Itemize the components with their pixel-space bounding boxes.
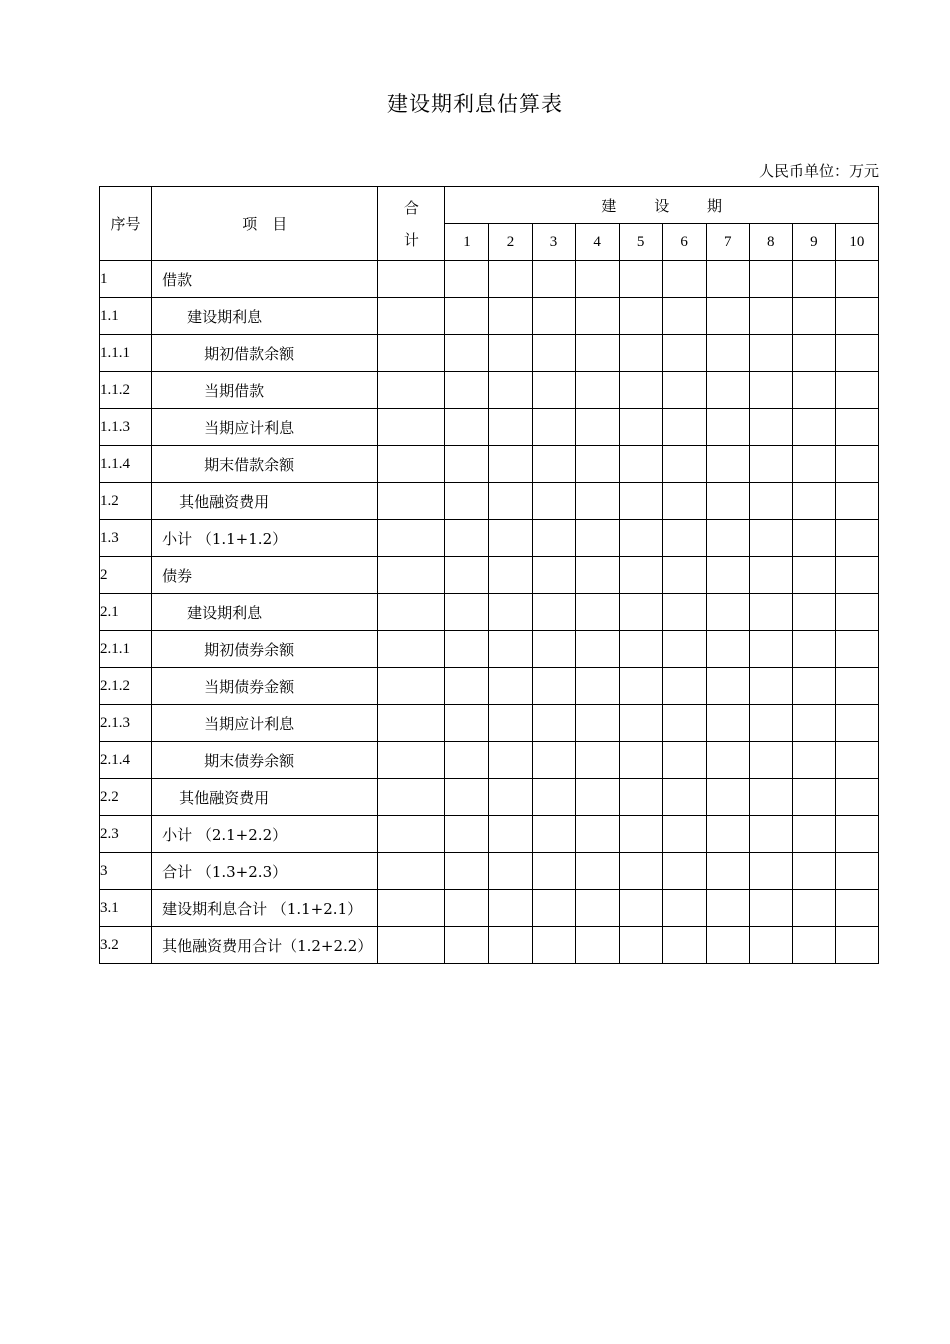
period-value-cell[interactable] bbox=[532, 483, 575, 520]
row-item: 期初借款余额 bbox=[152, 335, 378, 372]
period-value-cell[interactable] bbox=[662, 668, 706, 705]
period-value-cell[interactable] bbox=[445, 668, 489, 705]
period-value-cell[interactable] bbox=[489, 594, 532, 631]
period-value-cell[interactable] bbox=[532, 927, 575, 964]
period-value-cell[interactable] bbox=[706, 890, 749, 927]
period-value-cell[interactable] bbox=[749, 779, 792, 816]
period-value-cell[interactable] bbox=[835, 668, 878, 705]
row-item: 期初债券余额 bbox=[152, 631, 378, 668]
period-value-cell[interactable] bbox=[749, 594, 792, 631]
period-value-cell[interactable] bbox=[619, 298, 662, 335]
row-item: 期末债券余额 bbox=[152, 742, 378, 779]
row-total-cell[interactable] bbox=[378, 372, 445, 409]
period-value-cell[interactable] bbox=[749, 705, 792, 742]
period-value-cell[interactable] bbox=[835, 631, 878, 668]
period-value-cell[interactable] bbox=[445, 594, 489, 631]
row-item: 小计 （1.1+1.2） bbox=[152, 520, 378, 557]
period-value-cell[interactable] bbox=[445, 779, 489, 816]
period-value-cell[interactable] bbox=[662, 742, 706, 779]
period-value-cell[interactable] bbox=[662, 853, 706, 890]
period-value-cell[interactable] bbox=[835, 372, 878, 409]
period-value-cell[interactable] bbox=[835, 446, 878, 483]
period-value-cell[interactable] bbox=[445, 927, 489, 964]
table-row bbox=[100, 372, 879, 409]
period-value-cell[interactable] bbox=[706, 668, 749, 705]
period-value-cell[interactable] bbox=[835, 557, 878, 594]
period-value-cell[interactable] bbox=[575, 557, 619, 594]
period-value-cell[interactable] bbox=[792, 742, 835, 779]
row-total-cell[interactable] bbox=[378, 557, 445, 594]
period-value-cell[interactable] bbox=[532, 520, 575, 557]
period-value-cell[interactable] bbox=[445, 298, 489, 335]
period-value-cell[interactable] bbox=[835, 261, 878, 298]
period-value-cell[interactable] bbox=[749, 853, 792, 890]
period-value-cell[interactable] bbox=[575, 816, 619, 853]
period-value-cell[interactable] bbox=[749, 446, 792, 483]
period-value-cell[interactable] bbox=[445, 261, 489, 298]
row-item: 其他融资费用 bbox=[152, 483, 378, 520]
period-value-cell[interactable] bbox=[706, 742, 749, 779]
period-value-cell[interactable] bbox=[445, 372, 489, 409]
period-column-header: 2 bbox=[489, 224, 532, 261]
period-value-cell[interactable] bbox=[489, 446, 532, 483]
page-title: 建设期利息估算表 bbox=[387, 92, 563, 116]
period-value-cell[interactable] bbox=[619, 446, 662, 483]
row-seq: 2.1.2 bbox=[100, 668, 152, 705]
period-value-cell[interactable] bbox=[489, 853, 532, 890]
period-value-cell[interactable] bbox=[749, 372, 792, 409]
table-row bbox=[100, 483, 879, 520]
period-value-cell[interactable] bbox=[835, 335, 878, 372]
period-value-cell[interactable] bbox=[792, 594, 835, 631]
row-seq: 1 bbox=[100, 261, 152, 298]
period-value-cell[interactable] bbox=[706, 927, 749, 964]
period-column-header: 1 bbox=[445, 224, 489, 261]
period-value-cell[interactable] bbox=[489, 816, 532, 853]
period-value-cell[interactable] bbox=[532, 594, 575, 631]
period-value-cell[interactable] bbox=[619, 853, 662, 890]
period-value-cell[interactable] bbox=[619, 483, 662, 520]
period-value-cell[interactable] bbox=[489, 890, 532, 927]
period-column-header: 6 bbox=[662, 224, 706, 261]
period-value-cell[interactable] bbox=[445, 446, 489, 483]
period-value-cell[interactable] bbox=[835, 520, 878, 557]
construction-period-header bbox=[445, 187, 879, 224]
row-seq: 2.1 bbox=[100, 594, 152, 631]
row-total-cell[interactable] bbox=[378, 668, 445, 705]
table-row bbox=[100, 446, 879, 483]
period-value-cell[interactable] bbox=[489, 631, 532, 668]
period-value-cell[interactable] bbox=[532, 409, 575, 446]
period-value-cell[interactable] bbox=[489, 557, 532, 594]
period-value-cell[interactable] bbox=[532, 631, 575, 668]
row-item: 合计 （1.3+2.3） bbox=[152, 853, 378, 890]
period-value-cell[interactable] bbox=[619, 890, 662, 927]
period-value-cell[interactable] bbox=[662, 557, 706, 594]
period-value-cell[interactable] bbox=[619, 816, 662, 853]
row-total-cell[interactable] bbox=[378, 631, 445, 668]
row-item: 当期应计利息 bbox=[152, 705, 378, 742]
period-value-cell[interactable] bbox=[662, 446, 706, 483]
currency-unit-label: 人民币单位：万元 bbox=[758, 162, 879, 180]
period-value-cell[interactable] bbox=[835, 742, 878, 779]
period-value-cell[interactable] bbox=[835, 779, 878, 816]
period-value-cell[interactable] bbox=[749, 483, 792, 520]
period-value-cell[interactable] bbox=[706, 779, 749, 816]
period-value-cell[interactable] bbox=[575, 446, 619, 483]
period-value-cell[interactable] bbox=[706, 409, 749, 446]
period-value-cell[interactable] bbox=[792, 890, 835, 927]
period-value-cell[interactable] bbox=[532, 705, 575, 742]
seq-header: 序号 bbox=[100, 187, 152, 261]
row-total-cell[interactable] bbox=[378, 483, 445, 520]
row-seq: 3.1 bbox=[100, 890, 152, 927]
period-value-cell[interactable] bbox=[575, 668, 619, 705]
period-value-cell[interactable] bbox=[792, 261, 835, 298]
period-value-cell[interactable] bbox=[792, 372, 835, 409]
period-value-cell[interactable] bbox=[445, 742, 489, 779]
period-value-cell[interactable] bbox=[619, 520, 662, 557]
row-seq: 1.1.1 bbox=[100, 335, 152, 372]
row-item: 小计 （2.1+2.2） bbox=[152, 816, 378, 853]
period-value-cell[interactable] bbox=[749, 927, 792, 964]
period-value-cell[interactable] bbox=[575, 372, 619, 409]
period-value-cell[interactable] bbox=[489, 742, 532, 779]
period-value-cell[interactable] bbox=[792, 335, 835, 372]
period-value-cell[interactable] bbox=[706, 261, 749, 298]
period-value-cell[interactable] bbox=[575, 335, 619, 372]
period-column-header: 4 bbox=[575, 224, 619, 261]
interest-estimate-table bbox=[99, 186, 879, 964]
period-value-cell[interactable] bbox=[706, 298, 749, 335]
period-value-cell[interactable] bbox=[532, 335, 575, 372]
period-value-cell[interactable] bbox=[445, 631, 489, 668]
row-total-cell[interactable] bbox=[378, 927, 445, 964]
period-value-cell[interactable] bbox=[619, 594, 662, 631]
period-value-cell[interactable] bbox=[706, 372, 749, 409]
period-value-cell[interactable] bbox=[749, 816, 792, 853]
period-value-cell[interactable] bbox=[489, 779, 532, 816]
period-value-cell[interactable] bbox=[835, 298, 878, 335]
period-value-cell[interactable] bbox=[575, 890, 619, 927]
period-value-cell[interactable] bbox=[662, 631, 706, 668]
row-seq: 2 bbox=[100, 557, 152, 594]
period-value-cell[interactable] bbox=[792, 446, 835, 483]
period-value-cell[interactable] bbox=[706, 520, 749, 557]
period-value-cell[interactable] bbox=[792, 853, 835, 890]
period-value-cell[interactable] bbox=[835, 594, 878, 631]
period-value-cell[interactable] bbox=[619, 631, 662, 668]
row-seq: 2.1.4 bbox=[100, 742, 152, 779]
row-item: 建设期利息合计 （1.1+2.1） bbox=[152, 890, 378, 927]
period-value-cell[interactable] bbox=[749, 668, 792, 705]
table-body bbox=[100, 261, 879, 964]
period-value-cell[interactable] bbox=[532, 372, 575, 409]
period-char: 建 bbox=[601, 196, 617, 215]
row-item: 其他融资费用合计（1.2+2.2） bbox=[152, 927, 378, 964]
period-value-cell[interactable] bbox=[662, 594, 706, 631]
period-column-header: 7 bbox=[706, 224, 749, 261]
period-value-cell[interactable] bbox=[749, 742, 792, 779]
row-total-cell[interactable] bbox=[378, 779, 445, 816]
row-item: 债券 bbox=[152, 557, 378, 594]
period-value-cell[interactable] bbox=[445, 520, 489, 557]
row-seq: 1.1.2 bbox=[100, 372, 152, 409]
period-value-cell[interactable] bbox=[489, 372, 532, 409]
period-value-cell[interactable] bbox=[662, 520, 706, 557]
period-value-cell[interactable] bbox=[619, 409, 662, 446]
period-value-cell[interactable] bbox=[662, 261, 706, 298]
period-value-cell[interactable] bbox=[575, 483, 619, 520]
period-value-cell[interactable] bbox=[749, 409, 792, 446]
period-value-cell[interactable] bbox=[445, 483, 489, 520]
period-value-cell[interactable] bbox=[489, 261, 532, 298]
period-value-cell[interactable] bbox=[792, 927, 835, 964]
period-value-cell[interactable] bbox=[662, 409, 706, 446]
row-seq: 1.2 bbox=[100, 483, 152, 520]
table-row bbox=[100, 853, 879, 890]
table-row bbox=[100, 298, 879, 335]
period-value-cell[interactable] bbox=[749, 335, 792, 372]
total-header-bottom: 计 bbox=[403, 230, 419, 249]
period-value-cell[interactable] bbox=[706, 483, 749, 520]
table-row bbox=[100, 890, 879, 927]
period-value-cell[interactable] bbox=[706, 853, 749, 890]
row-item: 借款 bbox=[152, 261, 378, 298]
period-value-cell[interactable] bbox=[835, 483, 878, 520]
period-value-cell[interactable] bbox=[619, 335, 662, 372]
period-value-cell[interactable] bbox=[619, 557, 662, 594]
period-value-cell[interactable] bbox=[575, 705, 619, 742]
period-value-cell[interactable] bbox=[489, 298, 532, 335]
row-total-cell[interactable] bbox=[378, 261, 445, 298]
row-seq: 2.3 bbox=[100, 816, 152, 853]
period-value-cell[interactable] bbox=[619, 668, 662, 705]
period-value-cell[interactable] bbox=[706, 557, 749, 594]
period-value-cell[interactable] bbox=[445, 816, 489, 853]
period-value-cell[interactable] bbox=[749, 298, 792, 335]
period-value-cell[interactable] bbox=[575, 409, 619, 446]
period-char: 设 bbox=[654, 196, 670, 215]
period-value-cell[interactable] bbox=[619, 372, 662, 409]
period-value-cell[interactable] bbox=[532, 890, 575, 927]
period-value-cell[interactable] bbox=[792, 520, 835, 557]
row-total-cell[interactable] bbox=[378, 409, 445, 446]
period-value-cell[interactable] bbox=[575, 261, 619, 298]
period-value-cell[interactable] bbox=[792, 298, 835, 335]
period-value-cell[interactable] bbox=[532, 261, 575, 298]
row-item: 建设期利息 bbox=[152, 594, 378, 631]
period-value-cell[interactable] bbox=[575, 298, 619, 335]
row-total-cell[interactable] bbox=[378, 816, 445, 853]
table-row bbox=[100, 631, 879, 668]
row-seq: 2.1.1 bbox=[100, 631, 152, 668]
period-value-cell[interactable] bbox=[489, 335, 532, 372]
period-value-cell[interactable] bbox=[662, 927, 706, 964]
period-value-cell[interactable] bbox=[619, 779, 662, 816]
row-total-cell[interactable] bbox=[378, 853, 445, 890]
period-value-cell[interactable] bbox=[619, 705, 662, 742]
period-value-cell[interactable] bbox=[575, 631, 619, 668]
row-item: 建设期利息 bbox=[152, 298, 378, 335]
period-value-cell[interactable] bbox=[445, 890, 489, 927]
period-value-cell[interactable] bbox=[575, 927, 619, 964]
period-value-cell[interactable] bbox=[749, 890, 792, 927]
table-row bbox=[100, 261, 879, 298]
period-value-cell[interactable] bbox=[575, 742, 619, 779]
period-value-cell[interactable] bbox=[662, 779, 706, 816]
table-row bbox=[100, 594, 879, 631]
period-value-cell[interactable] bbox=[575, 853, 619, 890]
table-row bbox=[100, 668, 879, 705]
period-value-cell[interactable] bbox=[792, 705, 835, 742]
period-value-cell[interactable] bbox=[792, 557, 835, 594]
period-char: 期 bbox=[706, 196, 722, 215]
row-seq: 1.1.3 bbox=[100, 409, 152, 446]
period-value-cell[interactable] bbox=[445, 335, 489, 372]
row-seq: 1.3 bbox=[100, 520, 152, 557]
period-value-cell[interactable] bbox=[532, 742, 575, 779]
period-value-cell[interactable] bbox=[489, 483, 532, 520]
period-value-cell[interactable] bbox=[749, 520, 792, 557]
period-value-cell[interactable] bbox=[575, 594, 619, 631]
row-seq: 3 bbox=[100, 853, 152, 890]
row-total-cell[interactable] bbox=[378, 742, 445, 779]
period-column-header: 9 bbox=[792, 224, 835, 261]
row-seq: 3.2 bbox=[100, 927, 152, 964]
row-item: 期末借款余额 bbox=[152, 446, 378, 483]
period-value-cell[interactable] bbox=[532, 779, 575, 816]
period-column-header: 5 bbox=[619, 224, 662, 261]
table-row bbox=[100, 927, 879, 964]
period-value-cell[interactable] bbox=[835, 816, 878, 853]
period-value-cell[interactable] bbox=[489, 409, 532, 446]
period-value-cell[interactable] bbox=[706, 705, 749, 742]
period-value-cell[interactable] bbox=[489, 520, 532, 557]
period-value-cell[interactable] bbox=[662, 298, 706, 335]
row-total-cell[interactable] bbox=[378, 520, 445, 557]
period-value-cell[interactable] bbox=[532, 446, 575, 483]
table-row bbox=[100, 816, 879, 853]
period-value-cell[interactable] bbox=[749, 261, 792, 298]
table-row bbox=[100, 335, 879, 372]
period-value-cell[interactable] bbox=[662, 335, 706, 372]
row-seq: 2.1.3 bbox=[100, 705, 152, 742]
period-value-cell[interactable] bbox=[575, 520, 619, 557]
period-value-cell[interactable] bbox=[489, 668, 532, 705]
period-value-cell[interactable] bbox=[532, 668, 575, 705]
table-row bbox=[100, 520, 879, 557]
period-value-cell[interactable] bbox=[835, 890, 878, 927]
header-row-top bbox=[100, 187, 879, 224]
period-value-cell[interactable] bbox=[835, 705, 878, 742]
table-row bbox=[100, 742, 879, 779]
period-value-cell[interactable] bbox=[706, 335, 749, 372]
row-seq: 2.2 bbox=[100, 779, 152, 816]
period-value-cell[interactable] bbox=[532, 853, 575, 890]
period-value-cell[interactable] bbox=[619, 261, 662, 298]
period-value-cell[interactable] bbox=[445, 557, 489, 594]
period-column-header: 10 bbox=[835, 224, 878, 261]
item-header: 项 目 bbox=[152, 187, 378, 261]
row-seq: 1.1.4 bbox=[100, 446, 152, 483]
row-total-cell[interactable] bbox=[378, 594, 445, 631]
table-row bbox=[100, 409, 879, 446]
period-column-header: 3 bbox=[532, 224, 575, 261]
period-value-cell[interactable] bbox=[662, 816, 706, 853]
period-value-cell[interactable] bbox=[532, 816, 575, 853]
period-value-cell[interactable] bbox=[706, 446, 749, 483]
period-value-cell[interactable] bbox=[792, 668, 835, 705]
row-total-cell[interactable] bbox=[378, 446, 445, 483]
period-value-cell[interactable] bbox=[706, 594, 749, 631]
period-value-cell[interactable] bbox=[835, 853, 878, 890]
period-value-cell[interactable] bbox=[532, 557, 575, 594]
period-value-cell[interactable] bbox=[706, 631, 749, 668]
period-value-cell[interactable] bbox=[749, 557, 792, 594]
row-item: 其他融资费用 bbox=[152, 779, 378, 816]
period-value-cell[interactable] bbox=[619, 742, 662, 779]
period-value-cell[interactable] bbox=[792, 483, 835, 520]
row-total-cell[interactable] bbox=[378, 890, 445, 927]
period-value-cell[interactable] bbox=[662, 372, 706, 409]
period-value-cell[interactable] bbox=[445, 705, 489, 742]
period-value-cell[interactable] bbox=[445, 853, 489, 890]
period-value-cell[interactable] bbox=[662, 890, 706, 927]
period-value-cell[interactable] bbox=[792, 816, 835, 853]
row-item: 当期借款 bbox=[152, 372, 378, 409]
period-value-cell[interactable] bbox=[575, 779, 619, 816]
table-row bbox=[100, 779, 879, 816]
period-value-cell[interactable] bbox=[662, 483, 706, 520]
period-value-cell[interactable] bbox=[792, 631, 835, 668]
period-value-cell[interactable] bbox=[706, 816, 749, 853]
period-value-cell[interactable] bbox=[749, 631, 792, 668]
period-value-cell[interactable] bbox=[489, 705, 532, 742]
total-header-top: 合 bbox=[403, 198, 419, 217]
period-value-cell[interactable] bbox=[835, 927, 878, 964]
row-total-cell[interactable] bbox=[378, 335, 445, 372]
table-row bbox=[100, 705, 879, 742]
period-value-cell[interactable] bbox=[835, 409, 878, 446]
table-row bbox=[100, 557, 879, 594]
row-item: 当期应计利息 bbox=[152, 409, 378, 446]
period-value-cell[interactable] bbox=[792, 409, 835, 446]
period-value-cell[interactable] bbox=[489, 927, 532, 964]
period-value-cell[interactable] bbox=[445, 409, 489, 446]
period-column-header: 8 bbox=[749, 224, 792, 261]
period-value-cell[interactable] bbox=[662, 705, 706, 742]
period-value-cell[interactable] bbox=[792, 779, 835, 816]
row-total-cell[interactable] bbox=[378, 705, 445, 742]
row-item: 当期债券金额 bbox=[152, 668, 378, 705]
row-seq: 1.1 bbox=[100, 298, 152, 335]
period-value-cell[interactable] bbox=[532, 298, 575, 335]
total-header bbox=[378, 187, 445, 261]
row-total-cell[interactable] bbox=[378, 298, 445, 335]
period-value-cell[interactable] bbox=[619, 927, 662, 964]
